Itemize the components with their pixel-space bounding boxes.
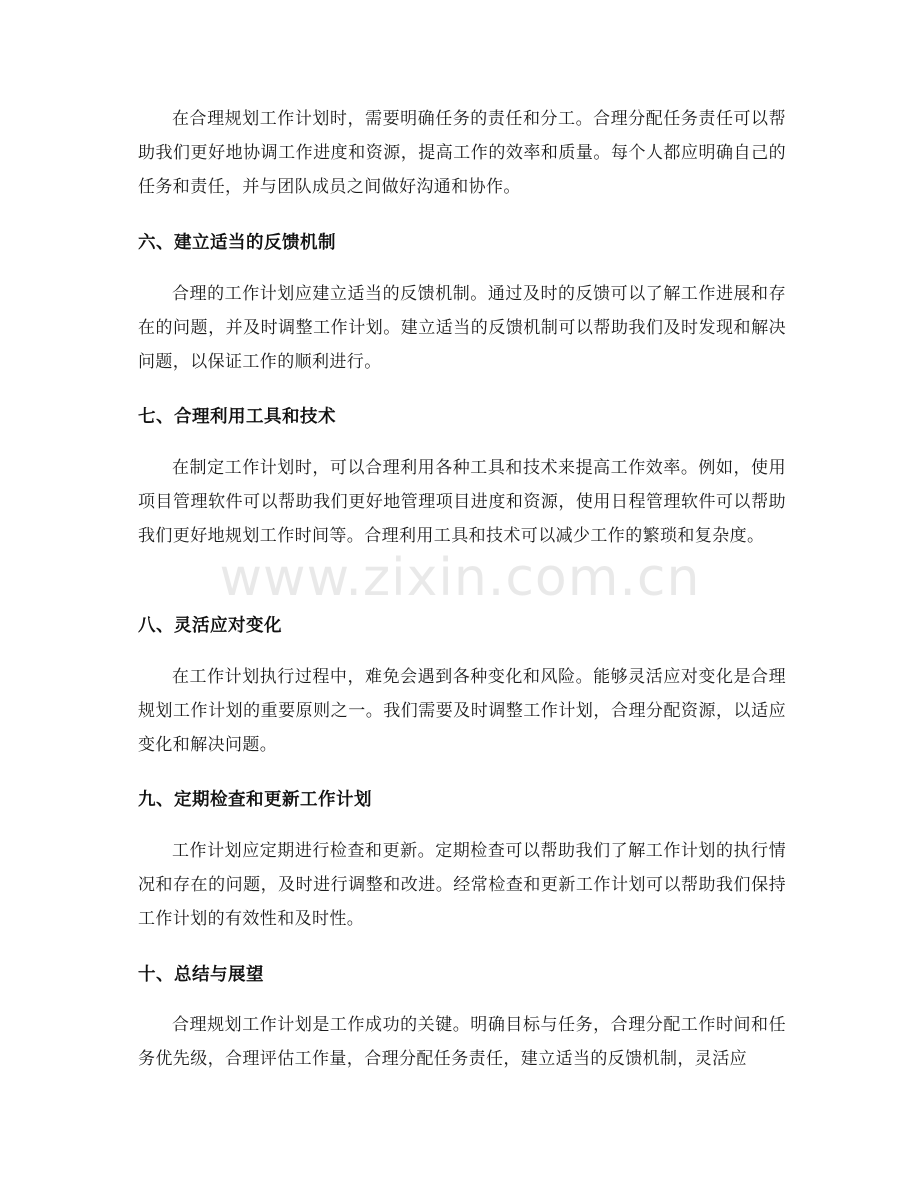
section-body-6: 合理的工作计划应建立适当的反馈机制。通过及时的反馈可以了解工作进展和存在的问题，并及时调整工作计划。建立适当的反馈机制可以帮助我们及时发现和解决问题，以保证工作的顺利进行。 [138,284,786,372]
section-heading-9: 九、定期检查和更新工作计划 [138,790,372,810]
section-heading-8: 八、灵活应对变化 [138,616,282,636]
section-heading-7: 七、合理利用工具和技术 [138,407,336,427]
section-body-10: 合理规划工作计划是工作成功的关键。明确目标与任务，合理分配工作时间和任务优先级，合理评估工作量，合理分配任务责任，建立适当的反馈机制，灵活应 [138,1015,786,1069]
section-body-8: 在工作计划执行过程中，难免会遇到各种变化和风险。能够灵活应对变化是合理规划工作计划的重要原则之一。我们需要及时调整工作计划，合理分配资源，以适应变化和解决问题。 [138,667,786,755]
section-heading-10: 十、总结与展望 [138,965,264,985]
section-body-7: 在制定工作计划时，可以合理利用各种工具和技术来提高工作效率。例如，使用项目管理软件可以帮助我们更好地管理项目进度和资源，使用日程管理软件可以帮助我们更好地规划工作时间等。合理利用工具和技术可以减少工作的繁琐和复杂度。 [138,458,786,546]
watermark: www.zixin.com.cn [219,548,701,608]
section-body-9: 工作计划应定期进行检查和更新。定期检查可以帮助我们了解工作计划的执行情况和存在的问题，及时进行调整和改进。经常检查和更新工作计划可以帮助我们保持工作计划的有效性和及时性。 [138,841,786,929]
intro-paragraph: 在合理规划工作计划时，需要明确任务的责任和分工。合理分配任务责任可以帮助我们更好地协调工作进度和资源，提高工作的效率和质量。每个人都应明确自己的任务和责任，并与团队成员之间做好沟通和协作。 [138,109,786,197]
section-heading-6: 六、建立适当的反馈机制 [138,233,336,253]
